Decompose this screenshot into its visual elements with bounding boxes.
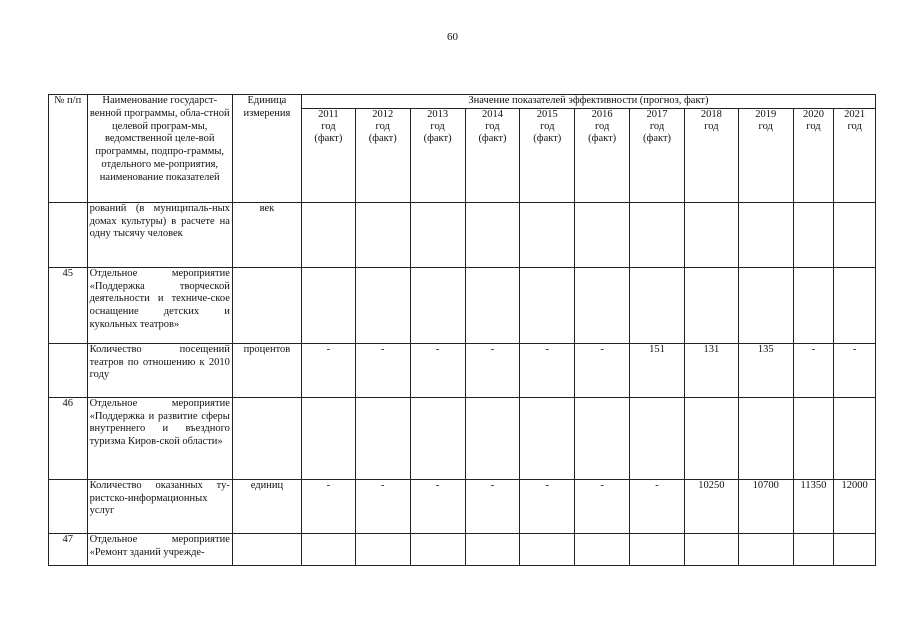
- row-value-2021: 12000: [834, 479, 876, 533]
- row-value-2020: [793, 267, 834, 343]
- table-row: [49, 533, 876, 565]
- row-value-2020: -: [793, 343, 834, 397]
- row-unit: [232, 533, 301, 565]
- row-value-2013: [410, 202, 465, 267]
- row-value-2011: [301, 533, 355, 565]
- row-name: рований (в муниципаль-ных домах культуры) в расчете на одну тысячу человек: [87, 202, 232, 267]
- row-value-2012: -: [355, 343, 410, 397]
- page-number: 60: [447, 31, 458, 43]
- header-year-2011: [301, 108, 355, 202]
- row-value-2015: [520, 267, 575, 343]
- row-name: Отдельное мероприятие «Поддержка творческой деятельности и техниче-ское оснащение детских и кукольных театров»: [87, 267, 232, 343]
- row-name: Отдельное мероприятие «Ремонт зданий учрежде-: [87, 533, 232, 565]
- row-value-2012: -: [355, 479, 410, 533]
- header-year-line1: 2013: [427, 108, 449, 120]
- header-year-line2: год: [758, 120, 773, 132]
- row-value-2017: [630, 533, 685, 565]
- row-value-2011: -: [301, 343, 355, 397]
- header-year-line1: 2012: [372, 108, 394, 120]
- header-name: Наименование государст-венной программы, обла-стной целевой програм-мы, ведомственной целе-вой программы, подпро-граммы, отдельного ме-роприятия, наименование показателей: [87, 95, 232, 203]
- header-year-2016: [575, 108, 630, 202]
- row-number: [49, 202, 88, 267]
- header-year-line3: (факт): [368, 132, 397, 144]
- header-year-line1: 2015: [536, 108, 558, 120]
- header-year-line2: год: [375, 120, 390, 132]
- row-value-2018: [684, 267, 738, 343]
- row-value-2018: [684, 397, 738, 479]
- header-year-line2: год: [321, 120, 336, 132]
- header-year-2012: [355, 108, 410, 202]
- header-year-2019: [738, 108, 793, 202]
- row-value-2017: [630, 397, 685, 479]
- row-value-2016: [575, 267, 630, 343]
- row-value-2013: [410, 533, 465, 565]
- row-value-2016: [575, 202, 630, 267]
- header-year-line1: 2020: [802, 108, 824, 120]
- row-unit: [232, 397, 301, 479]
- row-value-2020: [793, 202, 834, 267]
- header-year-line3: (факт): [533, 132, 562, 144]
- row-value-2018: 10250: [684, 479, 738, 533]
- header-year-line1: 2014: [481, 108, 503, 120]
- table-row: [49, 397, 876, 479]
- row-value-2019: [738, 267, 793, 343]
- header-year-line3: (факт): [478, 132, 507, 144]
- row-value-2013: -: [410, 343, 465, 397]
- row-unit: [232, 267, 301, 343]
- row-value-2017: 151: [630, 343, 685, 397]
- row-value-2016: [575, 397, 630, 479]
- table-row: [49, 343, 876, 397]
- header-year-2017: [630, 108, 685, 202]
- row-value-2012: [355, 397, 410, 479]
- header-row-1: [49, 95, 876, 109]
- header-year-2020: [793, 108, 834, 202]
- row-unit: процентов: [232, 343, 301, 397]
- header-year-line1: 2011: [318, 108, 339, 120]
- row-value-2018: [684, 202, 738, 267]
- row-value-2011: -: [301, 479, 355, 533]
- row-value-2012: [355, 533, 410, 565]
- row-number: [49, 479, 88, 533]
- header-values-group: Значение показателей эффективности (прогноз, факт): [301, 95, 875, 109]
- row-unit: единиц: [232, 479, 301, 533]
- row-name: Количество оказанных ту-ристско-информационных услуг: [87, 479, 232, 533]
- row-value-2021: [834, 267, 876, 343]
- header-year-2018: [684, 108, 738, 202]
- row-value-2011: [301, 397, 355, 479]
- row-name: Отдельное мероприятие «Поддержка и развитие сферы внутреннего и въездного туризма Киров-ской области»: [87, 397, 232, 479]
- header-unit: Единица измерения: [232, 95, 301, 203]
- row-value-2015: [520, 202, 575, 267]
- row-value-2016: [575, 533, 630, 565]
- row-value-2017: -: [630, 479, 685, 533]
- header-year-line3: (факт): [314, 132, 343, 144]
- header-year-line2: год: [649, 120, 665, 132]
- header-year-2015: [520, 108, 575, 202]
- header-year-line2: год: [540, 120, 555, 132]
- row-value-2020: [793, 397, 834, 479]
- row-value-2017: [630, 202, 685, 267]
- row-value-2019: [738, 533, 793, 565]
- row-value-2014: -: [465, 479, 520, 533]
- header-no: № п/п: [49, 95, 88, 203]
- row-number: 45: [49, 267, 88, 343]
- header-year-line3: (факт): [643, 132, 672, 144]
- row-number: [49, 343, 88, 397]
- row-value-2015: [520, 533, 575, 565]
- row-value-2020: [793, 533, 834, 565]
- row-value-2021: -: [834, 343, 876, 397]
- indicators-table: [48, 94, 876, 566]
- table-row: [49, 267, 876, 343]
- row-value-2014: [465, 202, 520, 267]
- row-value-2021: [834, 397, 876, 479]
- row-value-2014: [465, 397, 520, 479]
- header-year-2014: [465, 108, 520, 202]
- header-year-line3: (факт): [588, 132, 617, 144]
- row-value-2011: [301, 202, 355, 267]
- header-year-line1: 2021: [844, 108, 866, 120]
- row-number: 46: [49, 397, 88, 479]
- header-year-line1: 2019: [755, 108, 777, 120]
- row-value-2018: 131: [684, 343, 738, 397]
- table-row: [49, 202, 876, 267]
- header-year-line2: год: [594, 120, 610, 132]
- header-year-line2: год: [847, 120, 862, 132]
- row-name: Количество посещений театров по отношению к 2010 году: [87, 343, 232, 397]
- row-value-2013: -: [410, 479, 465, 533]
- row-value-2016: -: [575, 479, 630, 533]
- row-value-2019: 10700: [738, 479, 793, 533]
- row-value-2015: -: [520, 479, 575, 533]
- row-value-2012: [355, 267, 410, 343]
- row-value-2018: [684, 533, 738, 565]
- row-value-2019: [738, 202, 793, 267]
- row-unit: век: [232, 202, 301, 267]
- row-value-2013: [410, 267, 465, 343]
- header-year-line2: год: [806, 120, 821, 132]
- header-year-line2: год: [704, 120, 719, 132]
- row-value-2016: -: [575, 343, 630, 397]
- row-value-2019: 135: [738, 343, 793, 397]
- row-value-2014: [465, 533, 520, 565]
- row-value-2012: [355, 202, 410, 267]
- row-value-2015: -: [520, 343, 575, 397]
- header-year-2021: [834, 108, 876, 202]
- table-row: [49, 479, 876, 533]
- row-value-2011: [301, 267, 355, 343]
- row-value-2020: 11350: [793, 479, 834, 533]
- header-year-2013: [410, 108, 465, 202]
- row-value-2021: [834, 202, 876, 267]
- row-value-2019: [738, 397, 793, 479]
- row-value-2013: [410, 397, 465, 479]
- header-year-line1: 2017: [646, 108, 668, 120]
- header-year-line1: 2018: [700, 108, 722, 120]
- row-number: 47: [49, 533, 88, 565]
- header-year-line3: (факт): [423, 132, 452, 144]
- header-year-line2: год: [485, 120, 500, 132]
- header-year-line1: 2016: [591, 108, 613, 120]
- row-value-2014: [465, 267, 520, 343]
- row-value-2014: -: [465, 343, 520, 397]
- header-year-line2: год: [430, 120, 445, 132]
- row-value-2015: [520, 397, 575, 479]
- row-value-2021: [834, 533, 876, 565]
- row-value-2017: [630, 267, 685, 343]
